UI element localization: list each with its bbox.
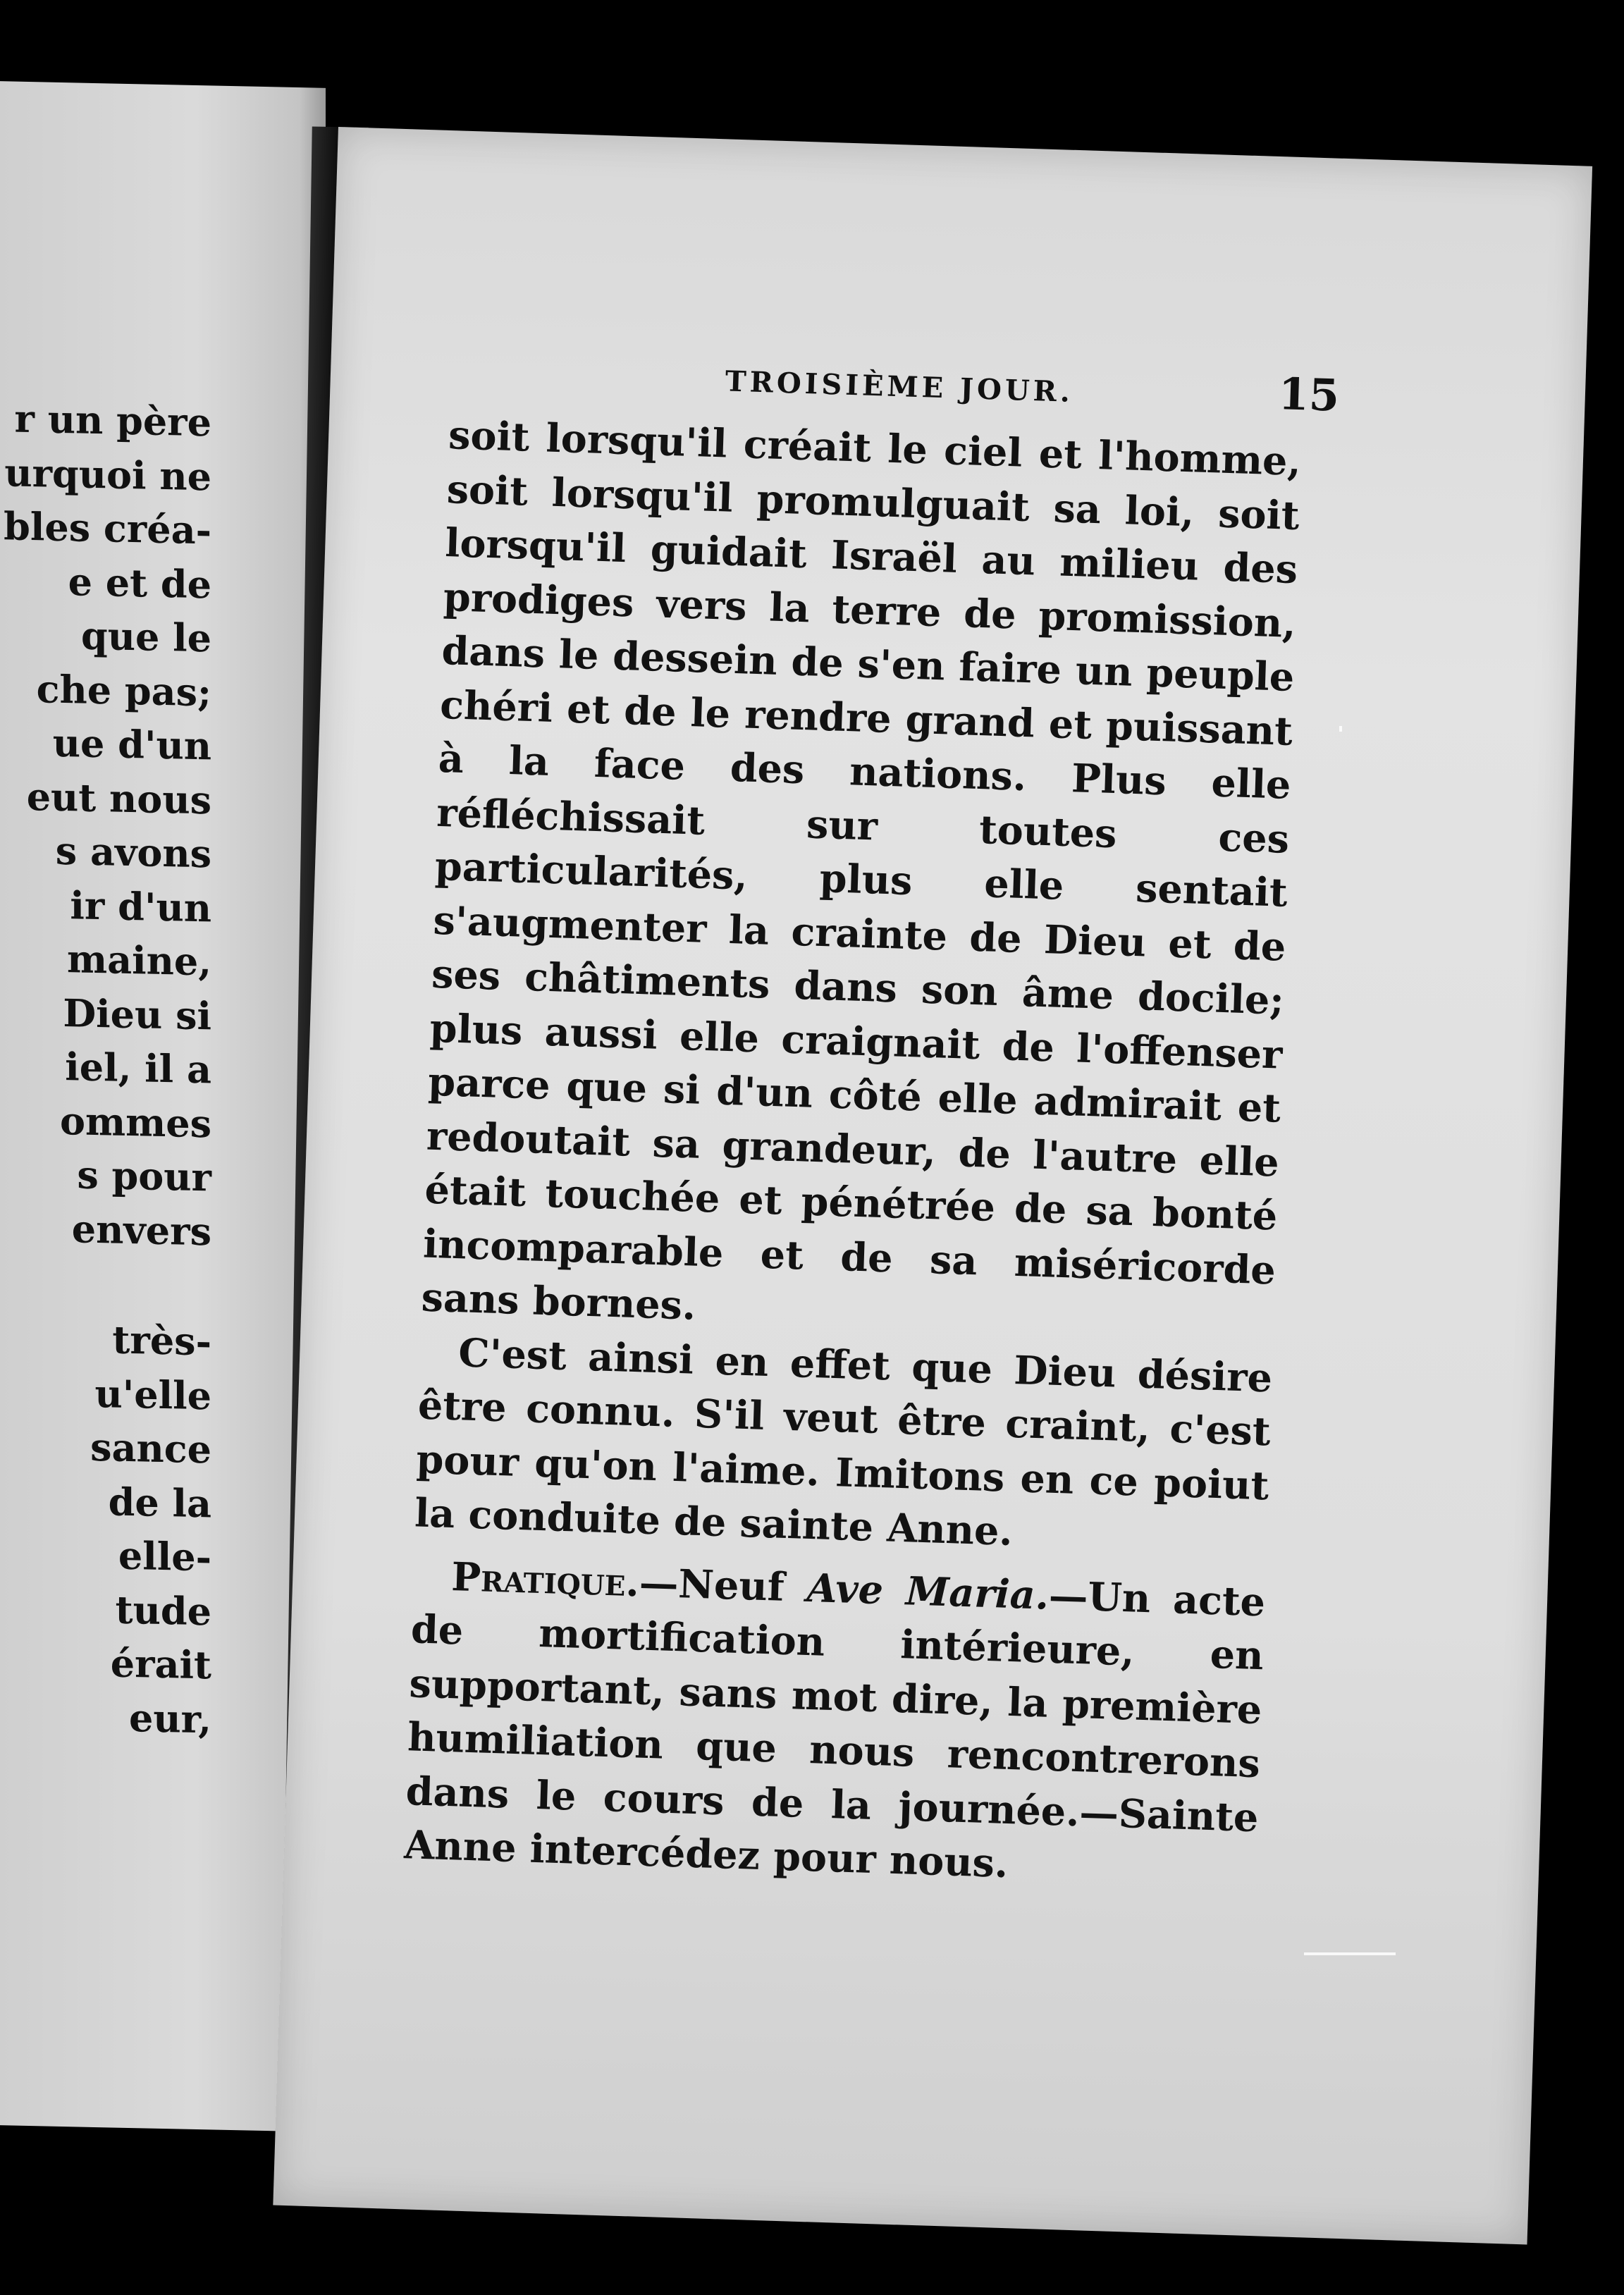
previous-page-line: iel, il a [65,1044,211,1093]
previous-page-line: ue d'un [52,720,211,769]
previous-page-line: eut nous [26,773,211,823]
previous-page-line: s pour [77,1152,211,1200]
previous-page-line: e et de [68,558,211,607]
page-body [403,409,1302,1899]
previous-page-line: ir d'un [70,882,211,930]
pratique-text: —Un acte de mortification intérieure, en supportant, sans mot dire, la première humiliation que nous rencontrerons dans le cours de la journée.—Sainte Anne intercédez pour nous. [403,1573,1266,1888]
previous-page-line: elle- [118,1532,211,1580]
running-head: TROISIÈME JOUR. [725,364,1074,409]
previous-page-line: envers [71,1205,211,1254]
previous-page-line: sance [90,1424,211,1472]
previous-page-line: ommes [59,1097,211,1146]
paragraph-gap [0,1254,211,1315]
page-number: 15 [1277,368,1341,422]
previous-page-line: u'elle [94,1370,211,1418]
previous-page-line: érait [110,1640,211,1688]
previous-page-line: Dieu si [63,990,211,1038]
pratique-dash: —Neuf [638,1559,808,1611]
previous-page-text [0,391,211,1746]
previous-page-line: maine, [66,936,211,985]
previous-page-line: r un père [14,395,211,445]
previous-page-line: tude [115,1587,211,1634]
book-page [273,127,1592,2244]
pratique-paragraph [403,1549,1266,1900]
previous-page-line: urquoi ne [4,449,211,499]
previous-page-line: de la [108,1478,211,1526]
previous-page-line: s avons [55,827,211,877]
pratique-label: Pratique. [450,1553,640,1606]
body-paragraph: C'est ainsi en effet que Dieu désire être connu. S'il veut être craint, c'est pour qu'on l'aime. Imitons en ce poiut la conduite de sainte Anne. [414,1329,1273,1556]
previous-page-line: bles créa- [4,503,211,553]
scan-speck [1339,726,1342,732]
body-paragraph: soit lorsqu'il créait le ciel et l'homme, soit lorsqu'il promulguait sa loi, soit lorsqu'il guidait Israël au milieu des prodiges vers la terre de promission, dans le dessein de s'en faire un peuple chéri et de le rendre grand et puissant à la face des nations. Plus elle réfléchissait sur toutes ces particularités, plus elle sentait s'augmenter la crainte de Dieu et de ses châtiments dans son âme docile; plus aussi elle craignait de l'offenser parce que si d'un côté elle admirait et redoutait sa grandeur, de l'autre elle était touchée et pénétrée de sa bonté incomparable et de sa miséricorde sans bornes. [420,412,1302,1329]
ave-maria-text: Ave Maria. [806,1565,1050,1619]
previous-page-line: eur, [129,1694,211,1742]
previous-page-line: que le [80,613,211,661]
previous-page-line: che pas; [36,665,211,715]
scan-speck [1304,1952,1396,1955]
previous-page-line: très- [112,1317,211,1365]
previous-page-fragment [0,81,326,2132]
